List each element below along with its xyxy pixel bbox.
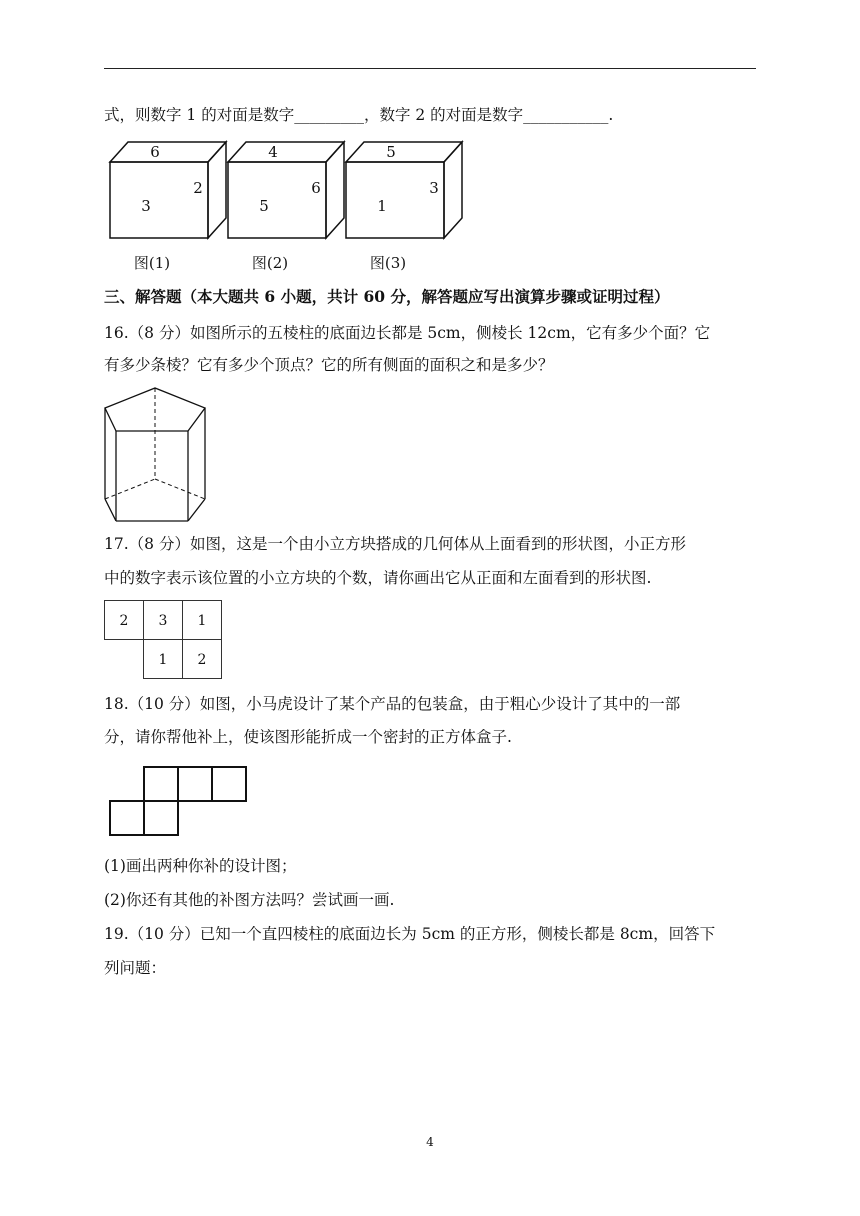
cube-3-top: 5: [386, 143, 396, 161]
q19-line-2: 列问题：: [104, 959, 167, 977]
grid-cell-r1c3: 1: [197, 613, 207, 629]
cube-3-front: 1: [377, 197, 387, 215]
top-view-grid: [104, 600, 224, 680]
cube-2-side: 6: [311, 179, 321, 197]
q15-tail-text: 式，则数字 1 的对面是数字_________，数字 2 的对面是数字___________.: [104, 106, 614, 124]
cube-1-side: 2: [193, 179, 203, 197]
grid-cell-r2c3: 2: [197, 652, 207, 668]
q17-line-1: 17.（8 分）如图，这是一个由小立方块搭成的几何体从上面看到的形状图，小正方形: [104, 535, 686, 553]
cube-1-front: 3: [141, 197, 151, 215]
q18-line-2: 分，请你帮他补上，使该图形能折成一个密封的正方体盒子.: [104, 728, 512, 746]
grid-cell-r1c2: 3: [158, 613, 168, 629]
cube-3: [346, 142, 462, 272]
cube-2-top: 4: [268, 143, 278, 161]
q17-line-2: 中的数字表示该位置的小立方块的个数，请你画出它从正面和左面看到的形状图.: [104, 569, 652, 587]
q16-line-2: 有多少条棱？它有多少个顶点？它的所有侧面的面积之和是多少？: [104, 356, 554, 374]
section-3-heading: 三、解答题（本大题共 6 小题，共计 60 分，解答题应写出演算步骤或证明过程）: [104, 287, 670, 306]
page-number: 4: [426, 1135, 434, 1149]
cube-1-top: 6: [150, 143, 160, 161]
q18-line-1: 18.（10 分）如图，小马虎设计了某个产品的包装盒，由于粗心少设计了其中的一部: [104, 695, 681, 713]
cube-2-front: 5: [259, 197, 269, 215]
header-rule: [104, 68, 756, 69]
q16-line-1: 16.（8 分）如图所示的五棱柱的底面边长都是 5cm，侧棱长 12cm，它有多少个面？它: [104, 324, 711, 342]
cube-2: [228, 142, 344, 272]
q18-sub-2: (2)你还有其他的补图方法吗？尝试画一画.: [104, 891, 395, 909]
pentagonal-prism-figure: [100, 384, 210, 524]
cube-figures: [100, 138, 460, 278]
grid-cell-r2c2: 1: [158, 652, 168, 668]
q18-sub-1: (1)画出两种你补的设计图；: [104, 857, 297, 875]
cube-2-caption: 图(2): [251, 254, 289, 272]
q19-line-1: 19.（10 分）已知一个直四棱柱的底面边长为 5cm 的正方形，侧棱长都是 8cm，回答下: [104, 925, 716, 943]
cube-3-caption: 图(3): [369, 254, 407, 272]
cube-3-side: 3: [429, 179, 439, 197]
cube-net-figure: [108, 766, 248, 840]
cube-1: [110, 142, 226, 272]
cube-1-caption: 图(1): [133, 254, 171, 272]
grid-cell-r1c1: 2: [119, 613, 129, 629]
